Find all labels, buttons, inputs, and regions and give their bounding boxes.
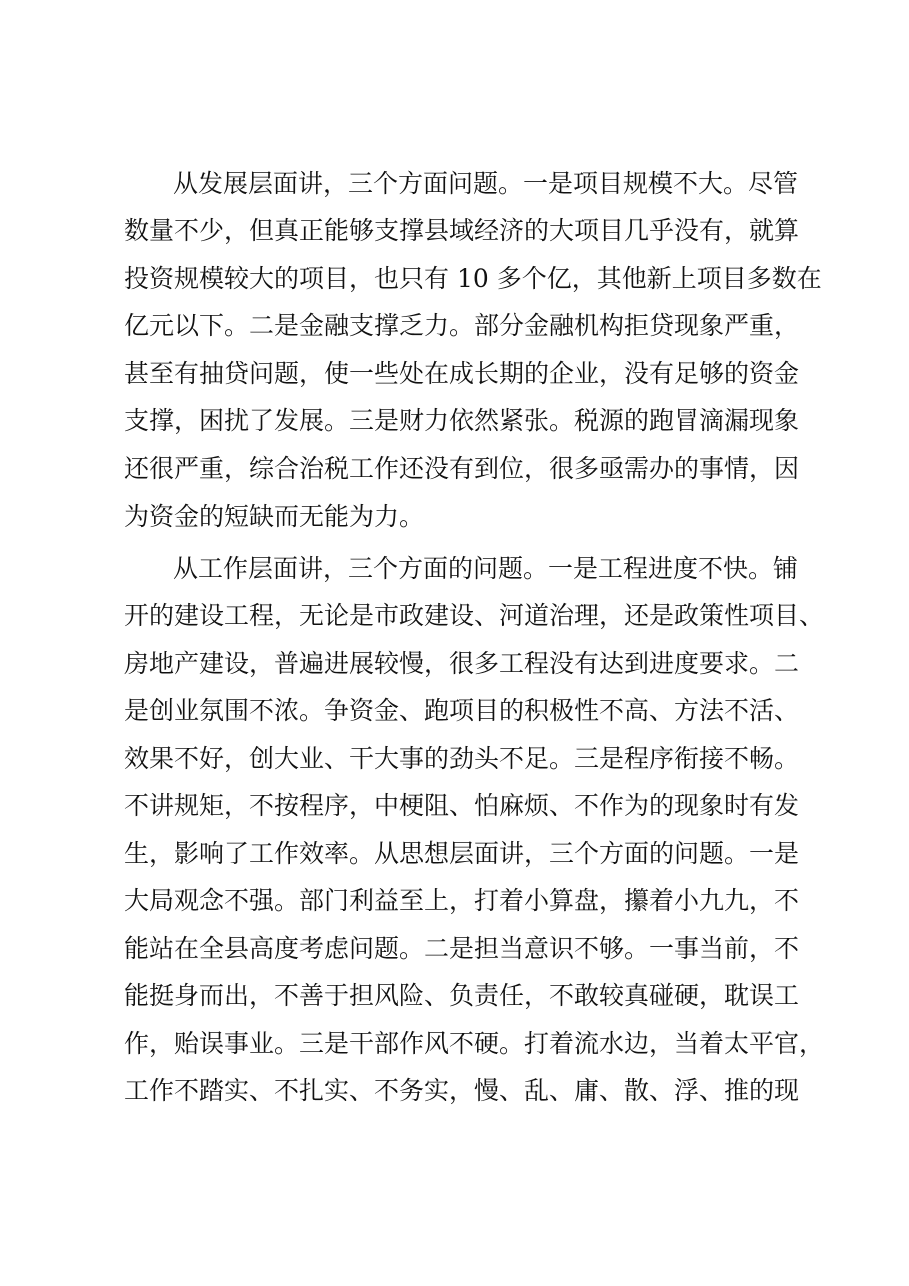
paragraph-2-line-2: 开的建设工程，无论是市政建设、河道治理，还是政策性项目、 xyxy=(124,601,825,630)
paragraph-2-line-9: 能站在全县高度考虑问题。二是担当意识不够。一事当前，不 xyxy=(124,934,800,963)
paragraph-2-line-1: 从工作层面讲，三个方面的问题。一是工程进度不快。铺 xyxy=(173,554,799,583)
paragraph-2-line-10: 能挺身而出，不善于担风险、负责任，不敢较真碰硬，耽误工 xyxy=(124,981,800,1010)
paragraph-2-line-8: 大局观念不强。部门利益至上，打着小算盘，攥着小九九，不 xyxy=(124,886,800,915)
paragraph-2-line-3: 房地产建设，普遍进展较慢，很多工程没有达到进度要求。二 xyxy=(124,649,800,678)
paragraph-1-line-3: 投资规模较大的项目，也只有 10 多个亿，其他新上项目多数在 xyxy=(124,264,822,293)
paragraph-1-line-5: 甚至有抽贷问题，使一些处在成长期的企业，没有足够的资金 xyxy=(124,359,800,388)
paragraph-1-line-4: 亿元以下。二是金融支撑乏力。部分金融机构拒贷现象严重， xyxy=(124,311,800,340)
paragraph-2-line-7: 生，影响了工作效率。从思想层面讲，三个方面的问题。一是 xyxy=(124,839,800,868)
paragraph-1-line-2: 数量不少，但真正能够支撑县域经济的大项目几乎没有，就算 xyxy=(124,216,800,245)
paragraph-1-line-7: 还很严重，综合治税工作还没有到位，很多亟需办的事情，因 xyxy=(124,454,800,483)
paragraph-1-line-6: 支撑，困扰了发展。三是财力依然紧张。税源的跑冒滴漏现象 xyxy=(124,406,800,435)
paragraph-2-line-5: 效果不好，创大业、干大事的劲头不足。三是程序衔接不畅。 xyxy=(124,744,800,773)
paragraph-1-line-1: 从发展层面讲，三个方面问题。一是项目规模不大。尽管 xyxy=(173,169,799,198)
paragraph-2-line-12: 工作不踏实、不扎实、不务实，慢、乱、庸、散、浮、推的现 xyxy=(124,1076,800,1105)
paragraph-2-line-6: 不讲规矩，不按程序，中梗阻、怕麻烦、不作为的现象时有发 xyxy=(124,791,800,820)
paragraph-2-line-11: 作，贻误事业。三是干部作风不硬。打着流水边，当着太平官， xyxy=(124,1029,825,1058)
paragraph-1-line-8: 为资金的短缺而无能为力。 xyxy=(124,502,425,531)
paragraph-2-line-4: 是创业氛围不浓。争资金、跑项目的积极性不高、方法不活、 xyxy=(124,696,800,725)
